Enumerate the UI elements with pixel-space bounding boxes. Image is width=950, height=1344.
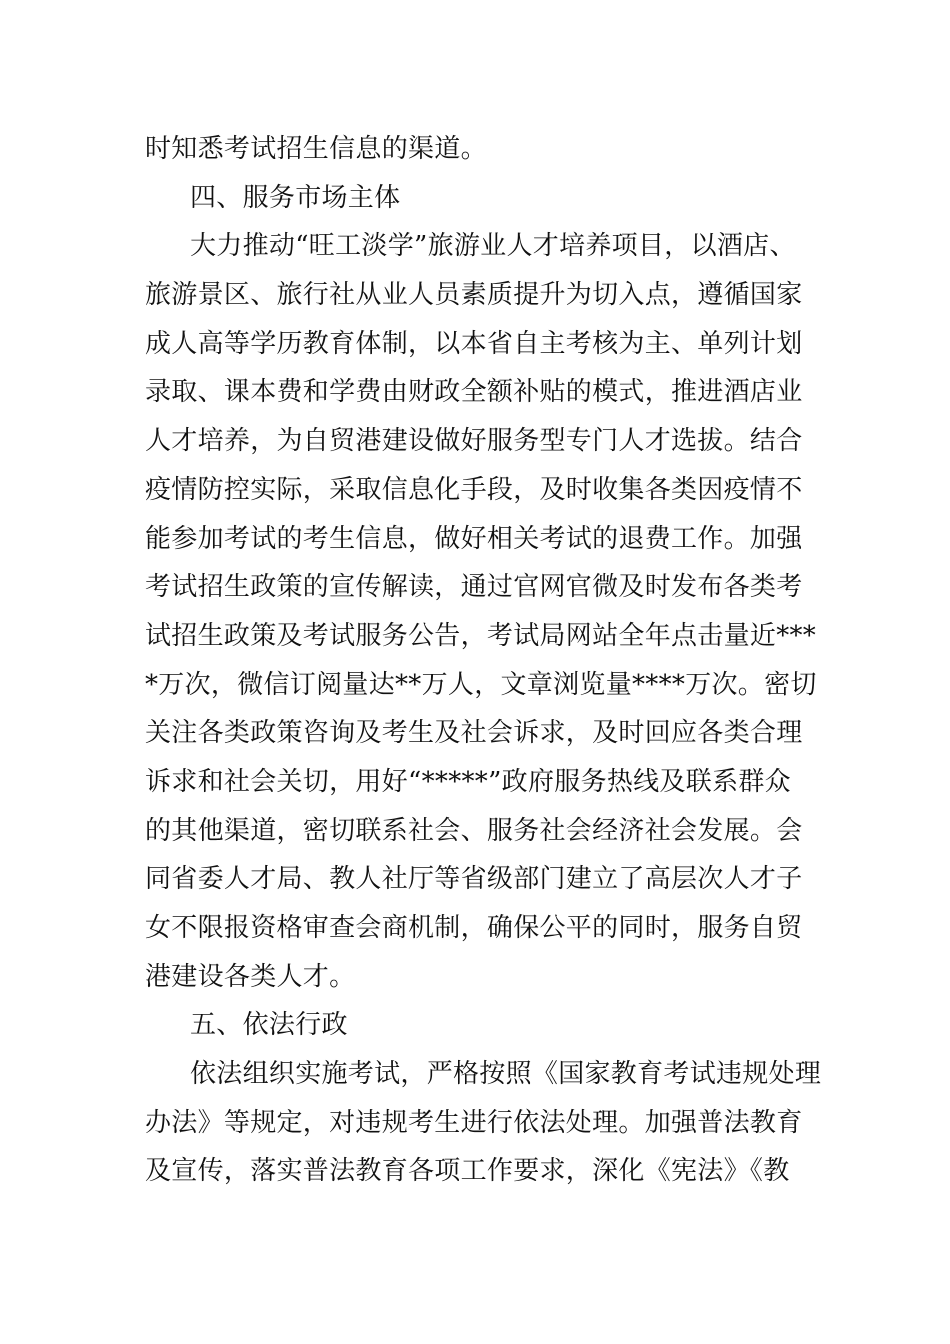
text-line: 及宣传，落实普法教育各项工作要求，深化《宪法》《教: [145, 1156, 790, 1187]
text-line: 试招生政策及考试服务公告，考试局网站全年点击量近***: [145, 620, 817, 651]
text-line: 的其他渠道，密切联系社会、服务社会经济社会发展。会: [145, 815, 803, 846]
text-line: 大力推动“旺工淡学”旅游业人才培养项目，以酒店、: [190, 231, 796, 262]
text-line: 依法组织实施考试，严格按照《国家教育考试违规处理: [190, 1059, 822, 1090]
text-line: 办法》等规定，对违规考生进行依法处理。加强普法教育: [145, 1107, 803, 1138]
text-line: 考试招生政策的宣传解读，通过官网官微及时发布各类考: [145, 572, 803, 603]
section-heading: 五、依法行政: [190, 1010, 348, 1041]
text-line: 同省委人才局、教人社厅等省级部门建立了高层次人才子: [145, 864, 803, 895]
text-line: 关注各类政策咨询及考生及社会诉求，及时回应各类合理: [145, 718, 803, 749]
text-line: *万次，微信订阅量达**万人，文章浏览量****万次。密切: [145, 669, 817, 700]
text-line: 录取、课本费和学费由财政全额补贴的模式，推进酒店业: [145, 377, 803, 408]
text-line: 港建设各类人才。: [145, 961, 356, 992]
text-line: 诉求和社会关切，用好“*****”政府服务热线及联系群众: [145, 766, 791, 797]
document-body: [145, 125, 822, 1196]
text-line: 能参加考试的考生信息，做好相关考试的退费工作。加强: [145, 523, 803, 554]
text-line: 时知悉考试招生信息的渠道。: [145, 134, 487, 164]
text-line: 女不限报资格审查会商机制，确保公平的同时，服务自贸: [145, 913, 803, 943]
text-line: 成人高等学历教育体制，以本省自主考核为主、单列计划: [145, 328, 803, 359]
text-line: 疫情防控实际，采取信息化手段，及时收集各类因疫情不: [145, 474, 803, 505]
text-line: 旅游景区、旅行社从业人员素质提升为切入点，遵循国家: [145, 280, 803, 311]
text-line: 人才培养，为自贸港建设做好服务型专门人才选拔。结合: [145, 426, 803, 457]
section-heading: 四、服务市场主体: [190, 182, 401, 213]
